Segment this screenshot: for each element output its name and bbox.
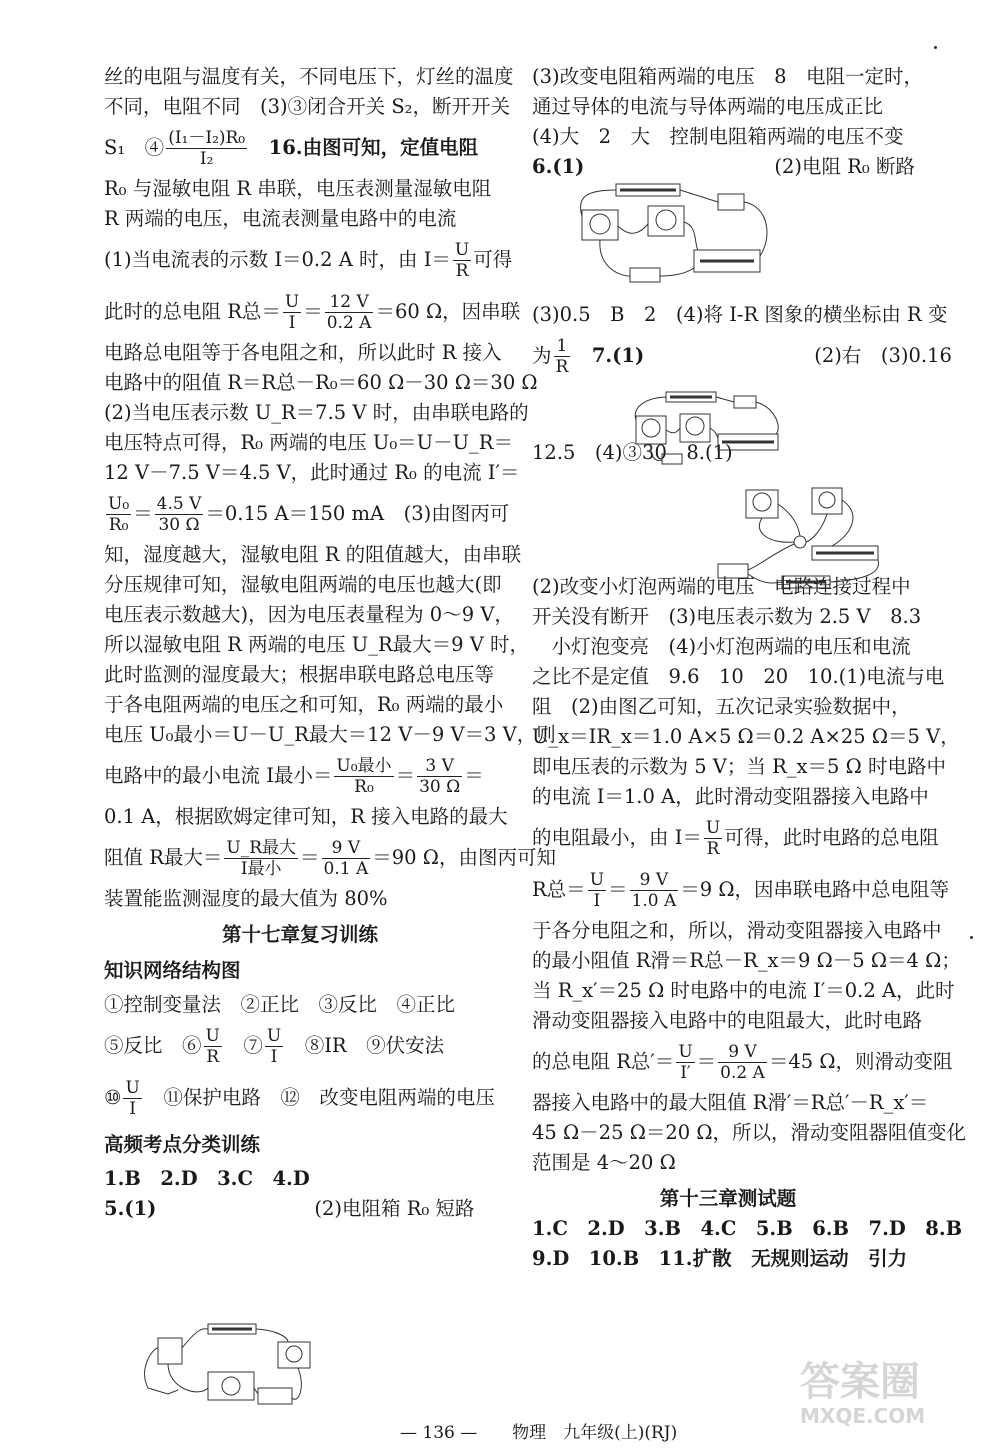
text-line bbox=[532, 812, 939, 864]
text-span: (1)当电流表的示数 I＝0.2 A 时，由 I＝ bbox=[104, 248, 451, 271]
text-span: (2)右 (3)0.16 bbox=[814, 344, 952, 367]
text-line: 电路中的阻值 R＝R总－R₀＝60 Ω－30 Ω＝30 Ω bbox=[104, 371, 538, 394]
text-line: 此时监测的湿度最大；根据串联电路总电压等 bbox=[104, 663, 495, 686]
answer-line: 1.B 2.D 3.C 4.D bbox=[104, 1167, 310, 1190]
text-span: 可得 bbox=[473, 248, 513, 271]
text-span: S₁ ④ bbox=[104, 136, 165, 159]
text-line: 开关没有断开 (3)电压表示数为 2.5 V 8.3 bbox=[532, 605, 922, 628]
text-line bbox=[532, 864, 950, 916]
text-line: U_x＝IR_x＝1.0 A×5 Ω＝0.2 A×25 Ω＝5 V， bbox=[532, 725, 960, 748]
fraction bbox=[325, 292, 374, 333]
denominator: 0.2 A bbox=[326, 313, 372, 333]
text-span: ＝ bbox=[133, 502, 153, 525]
fraction bbox=[334, 756, 393, 797]
answer-line: 9.D 10.B 11.扩散 无规则运动 引力 bbox=[532, 1247, 908, 1270]
text-line bbox=[104, 122, 496, 174]
text-line bbox=[104, 286, 521, 338]
text-span: 为 bbox=[532, 344, 552, 367]
text-span: 的电阻最小，由 I＝ bbox=[532, 826, 702, 849]
numerator: U bbox=[589, 870, 605, 890]
answer-line: ①控制变量法 ②正比 ③反比 ④正比 bbox=[104, 993, 456, 1016]
text-line: 分压规律可知，湿敏电阻两端的电压也越大(即 bbox=[104, 573, 502, 596]
text-line: 电路总电阻等于各电阻之和，所以此时 R 接入 bbox=[104, 341, 502, 364]
denominator: 0.2 A bbox=[720, 1063, 765, 1083]
numerator: 3 V bbox=[417, 756, 462, 777]
text-line: 12 V－7.5 V＝4.5 V，此时通过 R₀ 的电流 I′＝ bbox=[104, 461, 520, 484]
text-span: (2)电阻 R₀ 断路 bbox=[774, 155, 915, 178]
text-span: 可得，此时电路的总电阻 bbox=[724, 826, 939, 849]
text-line: 所以湿敏电阻 R 两端的电压 U_R最大＝9 V 时， bbox=[104, 633, 530, 656]
denominator: R bbox=[455, 261, 469, 281]
question-label: 7.(1) bbox=[572, 344, 645, 367]
denominator: 30 Ω bbox=[419, 777, 461, 797]
question-label: 6.(1) bbox=[532, 155, 585, 178]
fraction bbox=[224, 838, 298, 879]
text-span: 阻值 R最大＝ bbox=[104, 846, 223, 869]
fraction bbox=[265, 1026, 283, 1067]
left-column bbox=[104, 62, 556, 1224]
fraction bbox=[453, 240, 471, 281]
text-line: 知，湿度越大，湿敏电阻 R 的阻值越大，由串联 bbox=[104, 543, 522, 566]
denominator: I′ bbox=[680, 1063, 691, 1083]
text-line bbox=[104, 832, 556, 884]
numerator: U bbox=[125, 1078, 140, 1098]
numerator: U bbox=[705, 818, 721, 838]
section-heading: 高频考点分类训练 bbox=[104, 1133, 261, 1156]
text-line: 装置能监测湿度的最大值为 80% bbox=[104, 887, 388, 910]
circuit-diagram-q5 bbox=[138, 1318, 318, 1418]
text-line: 丝的电阻与温度有关，不同电压下，灯丝的温度 bbox=[104, 65, 514, 88]
numerator: U bbox=[284, 292, 300, 312]
speck-mark bbox=[970, 936, 973, 939]
fraction bbox=[166, 128, 247, 169]
text-line: R₀ 与湿敏电阻 R 串联，电压表测量湿敏电阻 bbox=[104, 177, 492, 200]
text-line: 45 Ω－25 Ω＝20 Ω，所以，滑动变阻器阻值变化 bbox=[532, 1121, 967, 1144]
text-line: 电压特点可得，R₀ 两端的电压 U₀＝U－U_R＝ bbox=[104, 431, 513, 454]
text-line: 的最小阻值 R滑＝R总－R_x＝9 Ω－5 Ω＝4 Ω； bbox=[532, 949, 961, 972]
text-line: 小灯泡变亮 (4)小灯泡两端的电压和电流 bbox=[532, 635, 911, 658]
text-line: 0.1 A，根据欧姆定律可知，R 接入电路的最大 bbox=[104, 805, 508, 828]
fraction bbox=[718, 1042, 767, 1083]
denominator: 0.1 A bbox=[323, 859, 369, 879]
text-line: 于各分电阻之和，所以，滑动变阻器接入电路中 bbox=[532, 919, 942, 942]
fraction bbox=[322, 838, 371, 879]
numerator: 9 V bbox=[718, 1042, 767, 1063]
numerator: U₀ bbox=[108, 494, 130, 514]
text-line: 电压 U₀最小＝U－U_R最大＝12 V－9 V＝3 V，则 bbox=[104, 723, 556, 746]
text-line: 12.5 (4)③30 8.(1) bbox=[532, 441, 733, 464]
text-line: 之比不是定值 9.6 10 20 10.(1)电流与电 bbox=[532, 665, 945, 688]
denominator: R₀ bbox=[354, 777, 374, 797]
numerator: U bbox=[205, 1026, 220, 1046]
numerator: U₀最小 bbox=[336, 756, 392, 776]
denominator: R₀ bbox=[108, 515, 129, 535]
text-line: (2)改变小灯泡两端的电压 电路连接过程中 bbox=[532, 575, 911, 598]
circuit-diagram-q8 bbox=[712, 484, 892, 596]
text-span: 电路中的最小电流 I最小＝ bbox=[104, 764, 333, 787]
text-span: R总＝ bbox=[532, 878, 586, 901]
text-line bbox=[104, 488, 510, 540]
denominator: 1.0 A bbox=[631, 891, 677, 911]
denominator: R bbox=[206, 1047, 220, 1067]
page-number: — 136 — bbox=[400, 1423, 478, 1443]
numerator: U bbox=[266, 1026, 282, 1046]
fraction bbox=[676, 1042, 694, 1083]
text-span: 的总电阻 R总′＝ bbox=[532, 1050, 675, 1073]
answer-line: 1.C 2.D 3.B 4.C 5.B 6.B 7.D 8.B bbox=[532, 1217, 963, 1240]
text-line: 通过导体的电流与导体两端的电压成正比 bbox=[532, 95, 884, 118]
denominator: I bbox=[270, 1047, 278, 1067]
text-span: ⑩ bbox=[104, 1086, 122, 1109]
circuit-diagram-q6 bbox=[568, 176, 778, 294]
denominator: I₂ bbox=[199, 149, 214, 169]
denominator: I bbox=[129, 1099, 136, 1119]
watermark-text: 答案圈 bbox=[800, 1359, 920, 1405]
numerator: 9 V bbox=[630, 870, 679, 891]
fraction bbox=[554, 336, 571, 377]
text-line: (3)改变电阻箱两端的电压 8 电阻一定时， bbox=[532, 65, 924, 88]
text-line: 滑动变阻器接入电路中的电阻最大，此时电路 bbox=[532, 1009, 923, 1032]
fraction bbox=[106, 494, 131, 535]
text-line bbox=[104, 1194, 496, 1224]
chapter-title: 第十七章复习训练 bbox=[221, 923, 378, 946]
text-span: ＝60 Ω，因串联 bbox=[375, 300, 521, 323]
text-span: ＝ bbox=[395, 764, 416, 787]
numerator: U_R最大 bbox=[226, 838, 297, 858]
text-span: ⑪保护电路 ⑫ 改变电阻两端的电压 bbox=[143, 1086, 495, 1109]
chapter-title: 第十三章测试题 bbox=[659, 1187, 797, 1210]
text-span: ＝ bbox=[464, 764, 484, 787]
text-line bbox=[104, 750, 496, 802]
fraction bbox=[155, 494, 204, 535]
book-subject: 物理 九年级(上)(RJ) bbox=[512, 1423, 678, 1443]
text-span: ＝90 Ω，由图丙可知 bbox=[372, 846, 556, 869]
answer-line bbox=[104, 1072, 496, 1124]
numerator: 4.5 V bbox=[156, 494, 202, 514]
text-line: (3)0.5 B 2 (4)将 I-R 图象的横坐标由 R 变 bbox=[532, 303, 948, 326]
text-line: 阻 (2)由图乙可知，五次记录实验数据中， bbox=[532, 695, 911, 718]
text-span: ＝ bbox=[608, 878, 628, 901]
text-line: (2)当电压表示数 U_R＝7.5 V 时，由串联电路的 bbox=[104, 401, 529, 424]
text-span: 16.由图可知，定值电阻 bbox=[249, 136, 479, 159]
text-line: (4)大 2 大 控制电阻箱两端的电压不变 bbox=[532, 125, 904, 148]
text-line bbox=[104, 234, 513, 286]
numerator: (I₁－I₂)R₀ bbox=[168, 128, 246, 148]
text-span: (2)电阻箱 R₀ 短路 bbox=[314, 1197, 475, 1220]
text-line bbox=[532, 330, 952, 382]
numerator: U bbox=[678, 1042, 693, 1062]
text-span: ⑦ bbox=[223, 1034, 263, 1057]
question-label: 5.(1) bbox=[104, 1197, 157, 1220]
numerator: 1 bbox=[554, 336, 571, 357]
denominator: R bbox=[706, 839, 720, 859]
text-span: ＝ bbox=[300, 846, 320, 869]
text-line bbox=[532, 1036, 953, 1088]
watermark-logo bbox=[800, 1360, 990, 1440]
text-line: 的电流 I＝1.0 A，此时滑动变阻器接入电路中 bbox=[532, 785, 929, 808]
fraction bbox=[704, 818, 722, 859]
speck-mark bbox=[934, 46, 937, 49]
denominator: R bbox=[555, 357, 569, 377]
numerator: 12 V bbox=[325, 292, 374, 313]
text-span: ⑧IR ⑨伏安法 bbox=[285, 1034, 445, 1057]
denominator: I bbox=[288, 313, 296, 333]
numerator: 9 V bbox=[322, 838, 371, 859]
text-line: 当 R_x′＝25 Ω 时电路中的电流 I′＝0.2 A，此时 bbox=[532, 979, 955, 1002]
fraction bbox=[123, 1078, 141, 1119]
fraction bbox=[630, 870, 679, 911]
fraction bbox=[417, 756, 462, 797]
text-line: 器接入电路中的最大阻值 R滑′＝R总′－R_x′＝ bbox=[532, 1091, 929, 1114]
answer-line bbox=[104, 1020, 496, 1072]
text-line: 电压表示数越大)，因为电压表量程为 0～9 V， bbox=[104, 603, 514, 626]
text-line: 不同，电阻不同 (3)③闭合开关 S₂，断开开关 bbox=[104, 95, 510, 118]
denominator: I最小 bbox=[240, 859, 282, 879]
text-line: R 两端的电压，电流表测量电路中的电流 bbox=[104, 207, 457, 230]
text-line: 即电压表的示数为 5 V；当 R_x＝5 Ω 时电路中 bbox=[532, 755, 946, 778]
circuit-diagram-q7 bbox=[626, 388, 786, 476]
text-span: ＝ bbox=[696, 1050, 717, 1073]
watermark-url: MXQE.COM bbox=[800, 1404, 926, 1428]
text-span: ＝9 Ω，因串联电路中总电阻等 bbox=[680, 878, 950, 901]
text-span: 此时的总电阻 R总＝ bbox=[104, 300, 281, 323]
section-heading: 知识网络结构图 bbox=[104, 959, 241, 982]
text-span: ＝ bbox=[303, 300, 323, 323]
fraction bbox=[283, 292, 301, 333]
numerator: U bbox=[454, 240, 470, 260]
text-span: ＝45 Ω，则滑动变阻 bbox=[768, 1050, 953, 1073]
denominator: 30 Ω bbox=[158, 515, 200, 535]
text-line: 于各电阻两端的电压之和可知，R₀ 两端的最小 bbox=[104, 693, 504, 716]
fraction bbox=[204, 1026, 222, 1067]
denominator: I bbox=[593, 891, 601, 911]
fraction bbox=[588, 870, 606, 911]
page-footer bbox=[400, 1418, 677, 1443]
text-span: ⑤反比 ⑥ bbox=[104, 1034, 202, 1057]
text-line: 范围是 4～20 Ω bbox=[532, 1151, 676, 1174]
text-span: ＝0.15 A＝150 mA (3)由图丙可 bbox=[205, 502, 510, 525]
